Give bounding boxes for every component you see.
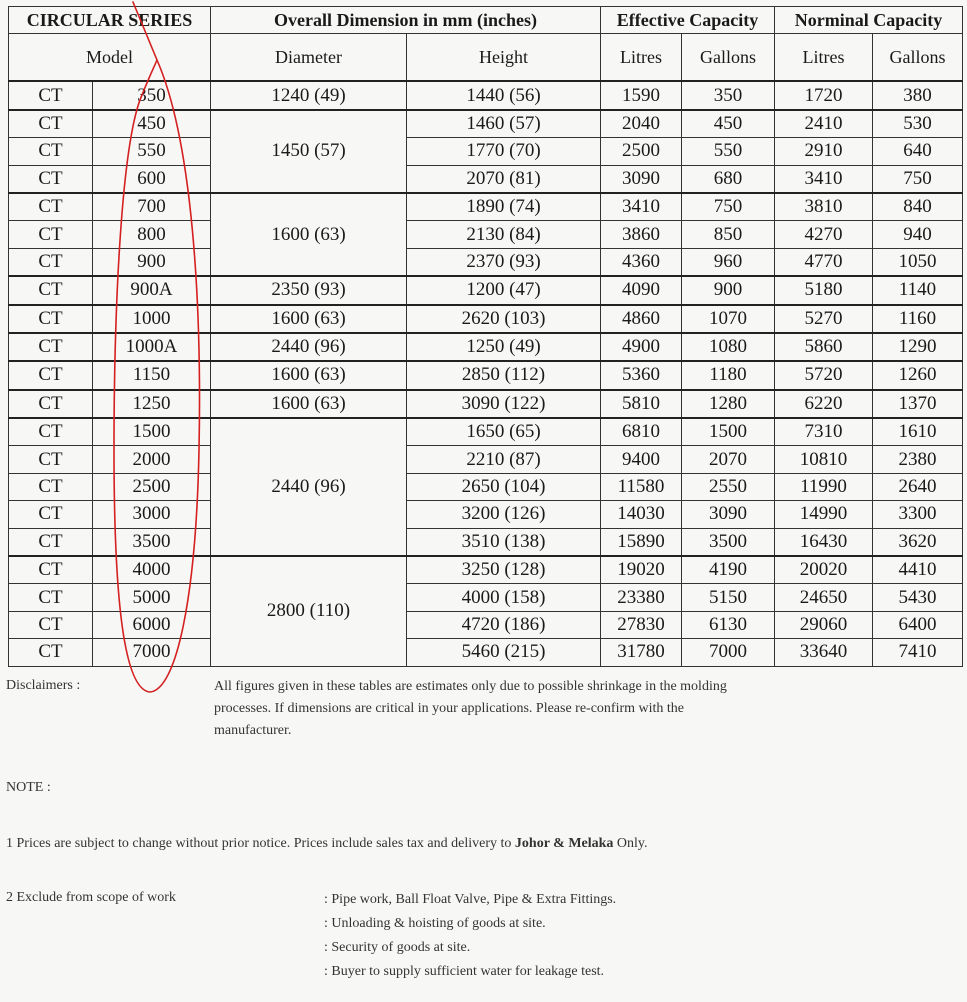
model-number-cell: 4000 xyxy=(93,556,211,584)
diameter-cell: 2350 (93) xyxy=(211,276,407,304)
height-cell: 2130 (84) xyxy=(407,221,601,248)
table-row xyxy=(9,639,963,666)
nom-litres-cell: 2410 xyxy=(775,110,873,138)
model-number-cell: 1250 xyxy=(93,390,211,418)
table-row xyxy=(9,418,963,446)
eff-gallons-cell: 3090 xyxy=(682,501,775,528)
height-cell: 3200 (126) xyxy=(407,501,601,528)
tank-spec-table xyxy=(8,6,963,667)
eff-litres-cell: 5360 xyxy=(601,361,682,389)
model-prefix-cell: CT xyxy=(9,556,93,584)
eff-litres-cell: 15890 xyxy=(601,528,682,556)
eff-litres-cell: 3410 xyxy=(601,193,682,221)
diameter-cell: 2440 (96) xyxy=(211,418,407,556)
height-cell: 1650 (65) xyxy=(407,418,601,446)
model-prefix-cell: CT xyxy=(9,611,93,638)
model-prefix-cell: CT xyxy=(9,333,93,361)
note-label: NOTE : xyxy=(6,780,51,795)
nominal-capacity-header: Norminal Capacity xyxy=(775,7,963,34)
table-row xyxy=(9,276,963,304)
model-prefix-cell: CT xyxy=(9,446,93,473)
disclaimer-label: Disclaimers : xyxy=(6,678,81,693)
eff-gallons-cell: 550 xyxy=(682,138,775,165)
model-number-cell: 1000A xyxy=(93,333,211,361)
nom-litres-cell: 5180 xyxy=(775,276,873,304)
nom-gallons-cell: 1160 xyxy=(873,305,963,333)
table-row xyxy=(9,305,963,333)
eff-gallons-cell: 850 xyxy=(682,221,775,248)
eff-gallons-cell: 900 xyxy=(682,276,775,304)
height-cell: 2370 (93) xyxy=(407,248,601,276)
model-prefix-cell: CT xyxy=(9,110,93,138)
model-prefix-cell: CT xyxy=(9,418,93,446)
model-number-cell: 2000 xyxy=(93,446,211,473)
height-cell: 2850 (112) xyxy=(407,361,601,389)
height-cell: 1460 (57) xyxy=(407,110,601,138)
model-prefix-cell: CT xyxy=(9,584,93,611)
table-row xyxy=(9,473,963,500)
nom-gallons-cell: 1050 xyxy=(873,248,963,276)
height-cell: 4000 (158) xyxy=(407,584,601,611)
height-cell: 2070 (81) xyxy=(407,165,601,193)
nom-gallons-cell: 640 xyxy=(873,138,963,165)
table-row xyxy=(9,361,963,389)
eff-litres-cell: 9400 xyxy=(601,446,682,473)
disclaimer-line: processes. If dimensions are critical in your applications. Please re-confirm with the xyxy=(214,701,685,716)
model-number-cell: 5000 xyxy=(93,584,211,611)
model-number-cell: 350 xyxy=(93,81,211,109)
diameter-cell: 2800 (110) xyxy=(211,556,407,666)
nom-gallons-cell: 530 xyxy=(873,110,963,138)
nom-litres-cell: 5720 xyxy=(775,361,873,389)
nom-gallons-cell: 750 xyxy=(873,165,963,193)
nom-litres-cell: 4770 xyxy=(775,248,873,276)
eff-gallons-cell: 6130 xyxy=(682,611,775,638)
eff-litres-cell: 3860 xyxy=(601,221,682,248)
model-number-cell: 550 xyxy=(93,138,211,165)
eff-gallons-cell: 3500 xyxy=(682,528,775,556)
height-cell: 3250 (128) xyxy=(407,556,601,584)
table-row xyxy=(9,446,963,473)
nom-gallons-cell: 6400 xyxy=(873,611,963,638)
eff-gallons-cell: 960 xyxy=(682,248,775,276)
nom-gallons-cell: 940 xyxy=(873,221,963,248)
disclaimer-text xyxy=(214,676,914,742)
nom-litres-cell: 16430 xyxy=(775,528,873,556)
model-prefix-cell: CT xyxy=(9,501,93,528)
eff-litres-cell: 4360 xyxy=(601,248,682,276)
note-1 xyxy=(6,836,648,852)
eff-litres-cell: 5810 xyxy=(601,390,682,418)
height-cell: 3510 (138) xyxy=(407,528,601,556)
effective-capacity-header: Effective Capacity xyxy=(601,7,775,34)
note-2-items xyxy=(324,890,616,986)
model-prefix-cell: CT xyxy=(9,165,93,193)
model-number-cell: 800 xyxy=(93,221,211,248)
eff-gallons-cell: 2550 xyxy=(682,473,775,500)
eff-litres-cell: 2500 xyxy=(601,138,682,165)
note-1-region: Johor & Melaka xyxy=(514,836,614,851)
model-number-cell: 1150 xyxy=(93,361,211,389)
eff-gallons-cell: 680 xyxy=(682,165,775,193)
model-number-cell: 900A xyxy=(93,276,211,304)
nom-gallons-cell: 1610 xyxy=(873,418,963,446)
nom-litres-cell: 14990 xyxy=(775,501,873,528)
nom-litres-cell: 2910 xyxy=(775,138,873,165)
nom-litres-cell: 3410 xyxy=(775,165,873,193)
diameter-cell: 1600 (63) xyxy=(211,305,407,333)
exclusion-item: : Buyer to supply sufficient water for leakage test. xyxy=(324,964,605,979)
model-prefix-cell: CT xyxy=(9,305,93,333)
model-prefix-cell: CT xyxy=(9,276,93,304)
model-prefix-cell: CT xyxy=(9,248,93,276)
diameter-cell: 1240 (49) xyxy=(211,81,407,109)
diameter-cell: 1450 (57) xyxy=(211,110,407,193)
table-row xyxy=(9,110,963,138)
eff-litres-cell: 3090 xyxy=(601,165,682,193)
table-row xyxy=(9,333,963,361)
eff-litres-cell: 19020 xyxy=(601,556,682,584)
height-cell: 1200 (47) xyxy=(407,276,601,304)
nom-litres-cell: 3810 xyxy=(775,193,873,221)
dimension-group-header: Overall Dimension in mm (inches) xyxy=(211,7,601,34)
nom-gallons-cell: 840 xyxy=(873,193,963,221)
nom-gallons-cell: 380 xyxy=(873,81,963,109)
nom-litres-cell: 10810 xyxy=(775,446,873,473)
eff-gallons-cell: 5150 xyxy=(682,584,775,611)
diameter-cell: 1600 (63) xyxy=(211,193,407,276)
model-prefix-cell: CT xyxy=(9,193,93,221)
nom-litres-cell: 20020 xyxy=(775,556,873,584)
model-number-cell: 600 xyxy=(93,165,211,193)
nom-litres-cell: 24650 xyxy=(775,584,873,611)
eff-litres-cell: 4090 xyxy=(601,276,682,304)
eff-gallons-cell: 1280 xyxy=(682,390,775,418)
table-row xyxy=(9,584,963,611)
model-header: Model xyxy=(9,34,211,82)
nom-gallons-cell: 1140 xyxy=(873,276,963,304)
diameter-header: Diameter xyxy=(211,34,407,82)
eff-gallons-cell: 2070 xyxy=(682,446,775,473)
model-number-cell: 450 xyxy=(93,110,211,138)
eff-gallons-cell: 750 xyxy=(682,193,775,221)
model-number-cell: 6000 xyxy=(93,611,211,638)
exclusion-item: : Unloading & hoisting of goods at site. xyxy=(324,916,546,931)
nom-gallons-cell: 2380 xyxy=(873,446,963,473)
eff-litres-cell: 1590 xyxy=(601,81,682,109)
nom-gallons-cell: 3620 xyxy=(873,528,963,556)
eff-gallons-cell: 4190 xyxy=(682,556,775,584)
nom-gallons-cell: 1290 xyxy=(873,333,963,361)
table-row xyxy=(9,528,963,556)
nom-litres-cell: 29060 xyxy=(775,611,873,638)
model-number-cell: 7000 xyxy=(93,639,211,666)
table-row xyxy=(9,81,963,109)
table-row xyxy=(9,193,963,221)
table-row xyxy=(9,556,963,584)
disclaimer-line: manufacturer. xyxy=(214,723,292,738)
model-number-cell: 900 xyxy=(93,248,211,276)
model-number-cell: 1500 xyxy=(93,418,211,446)
table-row xyxy=(9,501,963,528)
nom-gallons-cell: 1370 xyxy=(873,390,963,418)
exclusion-item: : Security of goods at site. xyxy=(324,940,471,955)
eff-litres-cell: 23380 xyxy=(601,584,682,611)
nom-litres-cell: 6220 xyxy=(775,390,873,418)
table-row xyxy=(9,248,963,276)
model-prefix-cell: CT xyxy=(9,361,93,389)
model-number-cell: 1000 xyxy=(93,305,211,333)
model-number-cell: 3500 xyxy=(93,528,211,556)
eff-gallons-cell: 7000 xyxy=(682,639,775,666)
eff-litres-cell: 4860 xyxy=(601,305,682,333)
height-cell: 1250 (49) xyxy=(407,333,601,361)
nom-gallons-cell: 1260 xyxy=(873,361,963,389)
eff-litres-cell: 11580 xyxy=(601,473,682,500)
nom-gallons-cell: 5430 xyxy=(873,584,963,611)
eff-gallons-cell: 450 xyxy=(682,110,775,138)
height-cell: 4720 (186) xyxy=(407,611,601,638)
model-prefix-cell: CT xyxy=(9,390,93,418)
disclaimer-line: All figures given in these tables are estimates only due to possible shrinkage in the molding xyxy=(214,679,727,694)
eff-litres-cell: 4900 xyxy=(601,333,682,361)
model-prefix-cell: CT xyxy=(9,528,93,556)
eff-gallons-cell: 1180 xyxy=(682,361,775,389)
nom-litres-header: Litres xyxy=(775,34,873,82)
nom-litres-cell: 5860 xyxy=(775,333,873,361)
table-body xyxy=(9,81,963,666)
model-prefix-cell: CT xyxy=(9,138,93,165)
height-cell: 5460 (215) xyxy=(407,639,601,666)
height-header: Height xyxy=(407,34,601,82)
height-cell: 2650 (104) xyxy=(407,473,601,500)
model-prefix-cell: CT xyxy=(9,639,93,666)
series-title: CIRCULAR SERIES xyxy=(9,7,211,34)
nom-litres-cell: 11990 xyxy=(775,473,873,500)
height-cell: 1890 (74) xyxy=(407,193,601,221)
eff-litres-cell: 14030 xyxy=(601,501,682,528)
table-row xyxy=(9,165,963,193)
nom-gallons-cell: 7410 xyxy=(873,639,963,666)
nom-litres-cell: 4270 xyxy=(775,221,873,248)
model-number-cell: 3000 xyxy=(93,501,211,528)
height-cell: 2210 (87) xyxy=(407,446,601,473)
diameter-cell: 1600 (63) xyxy=(211,390,407,418)
eff-gallons-cell: 1080 xyxy=(682,333,775,361)
nom-litres-cell: 33640 xyxy=(775,639,873,666)
model-prefix-cell: CT xyxy=(9,473,93,500)
nom-litres-cell: 5270 xyxy=(775,305,873,333)
eff-litres-cell: 2040 xyxy=(601,110,682,138)
sub-header-row xyxy=(9,34,963,82)
nom-litres-cell: 1720 xyxy=(775,81,873,109)
group-header-row xyxy=(9,7,963,34)
model-prefix-cell: CT xyxy=(9,221,93,248)
height-cell: 1440 (56) xyxy=(407,81,601,109)
nom-gallons-cell: 3300 xyxy=(873,501,963,528)
nom-gallons-header: Gallons xyxy=(873,34,963,82)
note-2-label: 2 Exclude from scope of work xyxy=(6,890,176,905)
height-cell: 3090 (122) xyxy=(407,390,601,418)
height-cell: 2620 (103) xyxy=(407,305,601,333)
nom-litres-cell: 7310 xyxy=(775,418,873,446)
eff-litres-cell: 27830 xyxy=(601,611,682,638)
diameter-cell: 1600 (63) xyxy=(211,361,407,389)
eff-gallons-cell: 1500 xyxy=(682,418,775,446)
eff-gallons-cell: 350 xyxy=(682,81,775,109)
note-1-tail: Only. xyxy=(613,836,648,851)
note-1-text: 1 Prices are subject to change without prior notice. Prices include sales tax and delivery to xyxy=(6,836,515,851)
eff-litres-header: Litres xyxy=(601,34,682,82)
table-row xyxy=(9,138,963,165)
eff-litres-cell: 6810 xyxy=(601,418,682,446)
table-row xyxy=(9,611,963,638)
table-row xyxy=(9,221,963,248)
table-row xyxy=(9,390,963,418)
eff-gallons-header: Gallons xyxy=(682,34,775,82)
eff-litres-cell: 31780 xyxy=(601,639,682,666)
nom-gallons-cell: 2640 xyxy=(873,473,963,500)
eff-gallons-cell: 1070 xyxy=(682,305,775,333)
diameter-cell: 2440 (96) xyxy=(211,333,407,361)
exclusion-item: : Pipe work, Ball Float Valve, Pipe & Extra Fittings. xyxy=(324,892,617,907)
model-prefix-cell: CT xyxy=(9,81,93,109)
nom-gallons-cell: 4410 xyxy=(873,556,963,584)
height-cell: 1770 (70) xyxy=(407,138,601,165)
model-number-cell: 700 xyxy=(93,193,211,221)
model-number-cell: 2500 xyxy=(93,473,211,500)
